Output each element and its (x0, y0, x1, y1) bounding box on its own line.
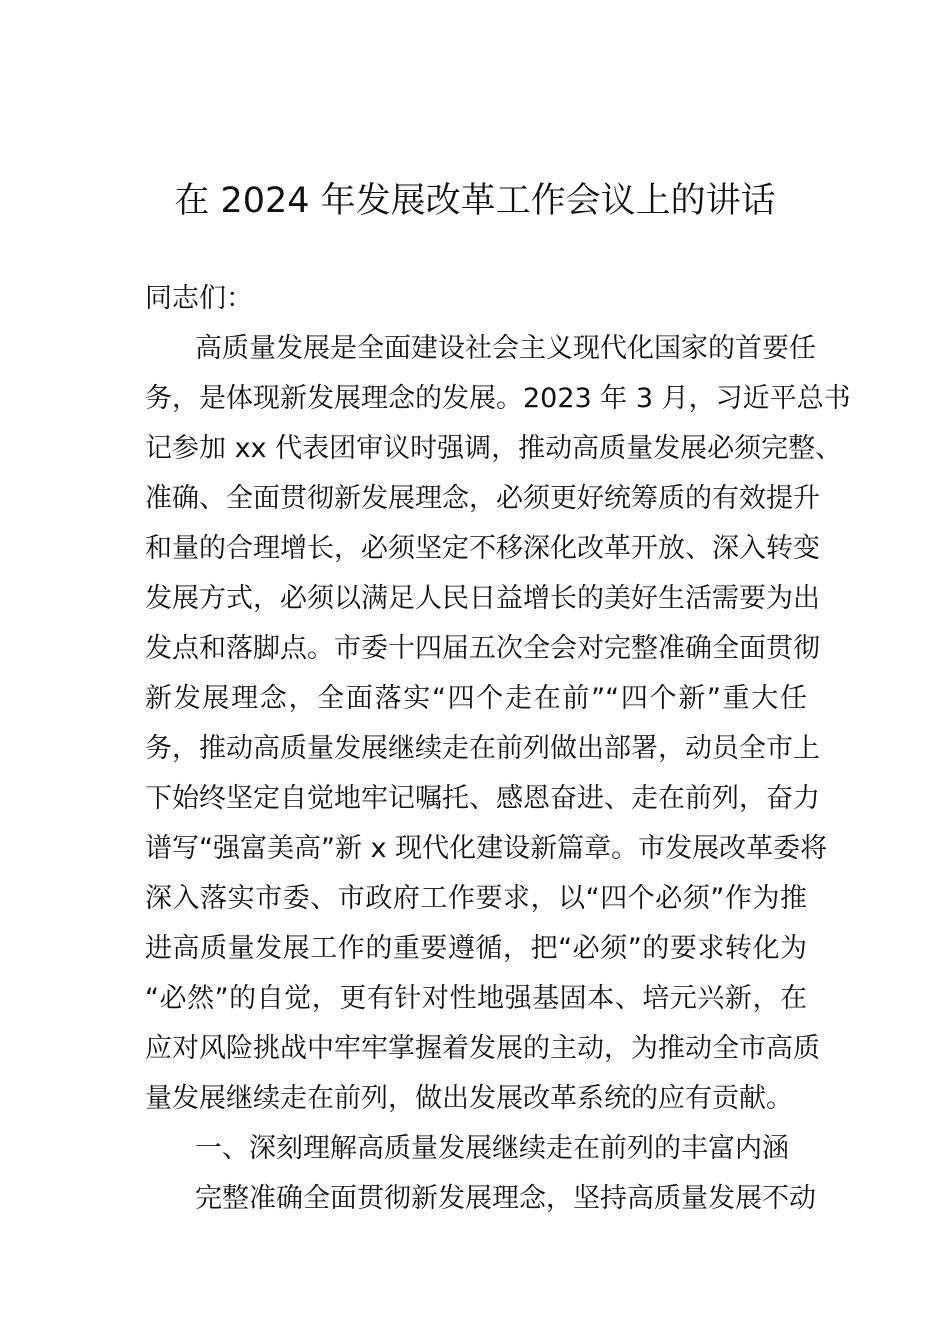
paragraph-line: 高质量发展是全面建设社会主义现代化国家的首要任 (195, 333, 816, 364)
paragraph-line: 准确、全面贯彻新发展理念，必须更好统筹质的有效提升 (145, 483, 820, 514)
paragraph-line: 量发展继续走在前列，做出发展改革系统的应有贡献。 (145, 1083, 793, 1114)
paragraph-line: 记参加 xx 代表团审议时强调，推动高质量发展必须完整、 (145, 433, 843, 464)
paragraph-line: 深入落实市委、市政府工作要求，以“四个必须”作为推 (145, 883, 807, 914)
document-title: 在 2024 年发展改革工作会议上的讲话 (174, 181, 776, 221)
paragraph-line: 应对风险挑战中牢牢掌握着发展的主动，为推动全市高质 (145, 1033, 820, 1064)
salutation: 同志们： (145, 283, 253, 314)
paragraph-line: 发展方式，必须以满足人民日益增长的美好生活需要为出 (145, 583, 820, 614)
paragraph-line: 进高质量发展工作的重要遵循，把“必须”的要求转化为 (145, 933, 807, 964)
paragraph-line: 和量的合理增长，必须坚定不移深化改革开放、深入转变 (145, 533, 820, 564)
paragraph-line: 务，推动高质量发展继续走在前列做出部署，动员全市上 (145, 733, 820, 764)
paragraph-line: “必然”的自觉，更有针对性地强基固本、培元兴新，在 (145, 983, 807, 1014)
paragraph-line: 务，是体现新发展理念的发展。2023 年 3 月，习近平总书 (145, 383, 851, 414)
document-body (145, 274, 851, 1224)
paragraph-line: 谱写“强富美高”新 x 现代化建设新篇章。市发展改革委将 (145, 833, 828, 864)
paragraph-line: 发点和落脚点。市委十四届五次全会对完整准确全面贯彻 (145, 633, 820, 664)
paragraph-line: 下始终坚定自觉地牢记嘱托、感恩奋进、走在前列，奋力 (145, 783, 820, 814)
paragraph-line: 完整准确全面贯彻新发展理念，坚持高质量发展不动 (195, 1183, 816, 1214)
paragraph-2 (145, 1174, 816, 1224)
paragraph-line: 新发展理念，全面落实“四个走在前”“四个新”重大任 (145, 683, 807, 714)
paragraph-1 (145, 324, 851, 1124)
section-heading: 一、深刻理解高质量发展继续走在前列的丰富内涵 (195, 1133, 789, 1164)
